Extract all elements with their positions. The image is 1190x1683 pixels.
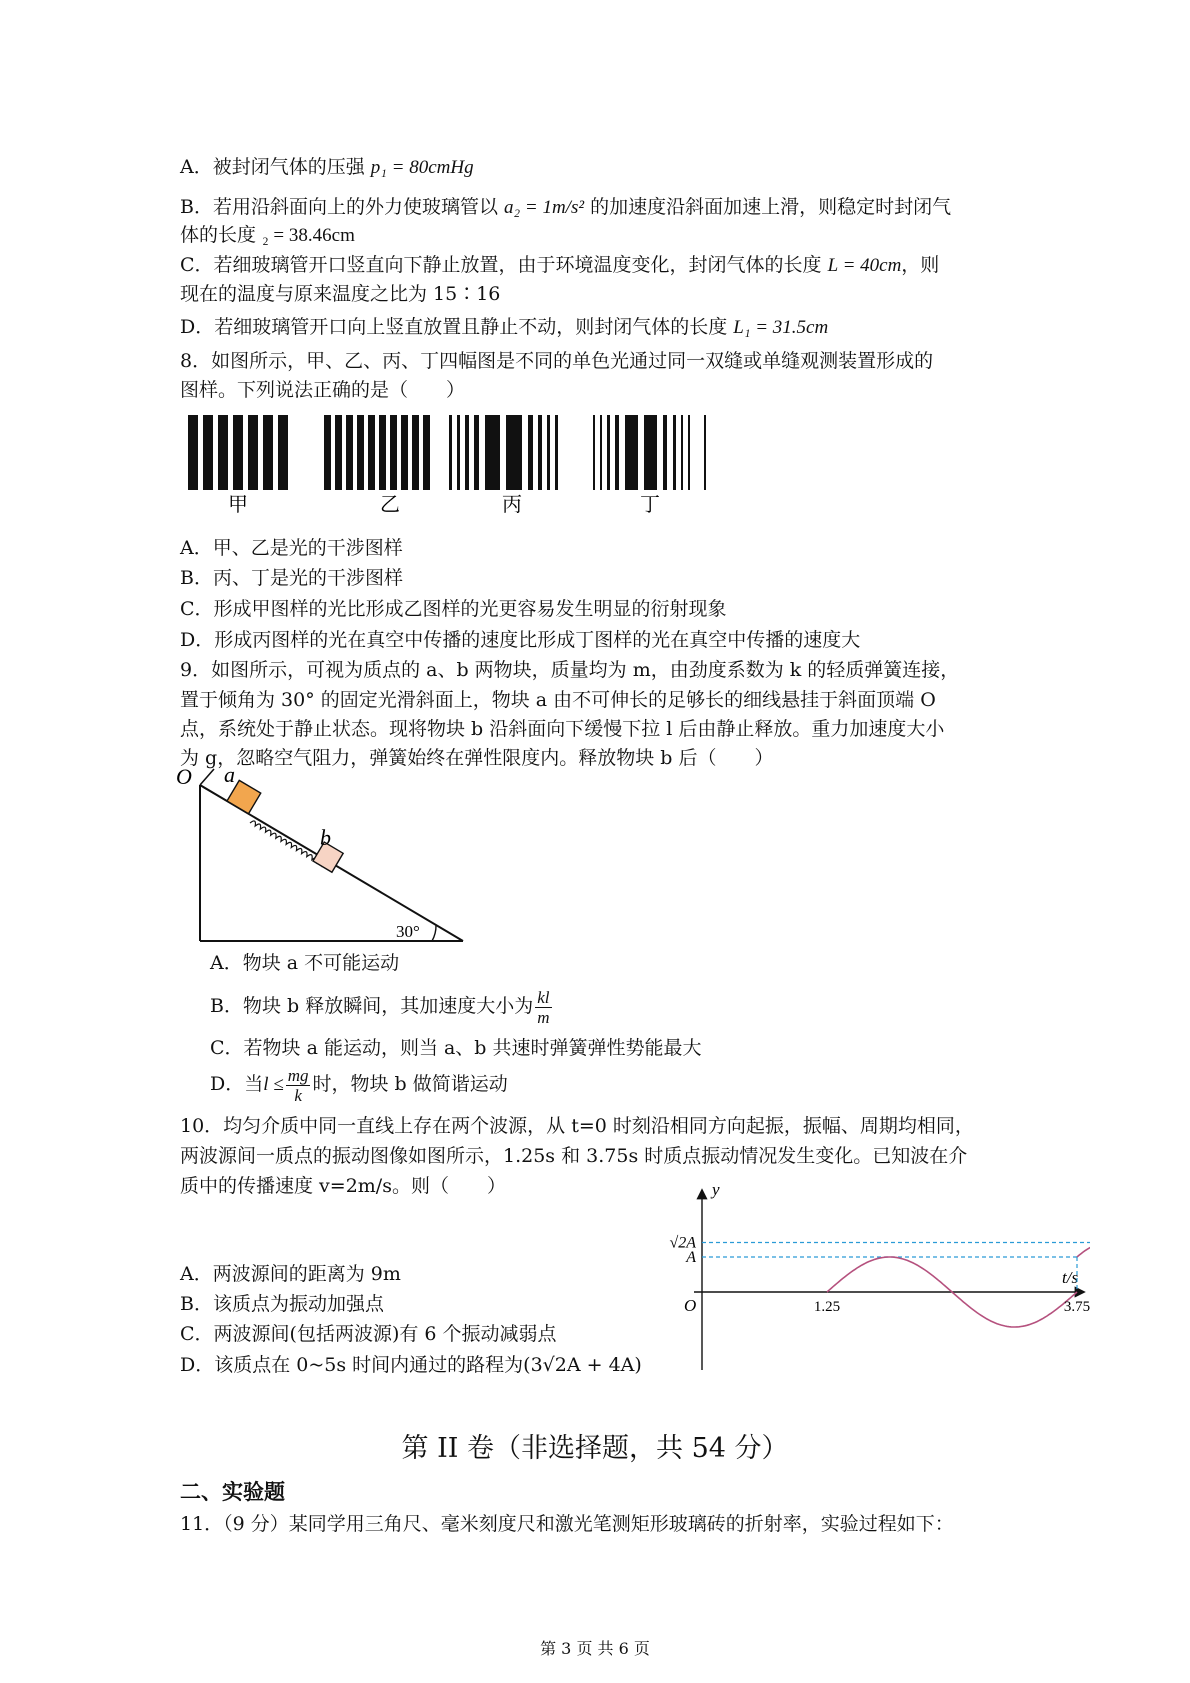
q10-option-d: D．该质点在 0~5s 时间内通过的路程为(3√2A + 4A) (180, 1354, 642, 1376)
fringe-bar-ding (681, 415, 683, 490)
q8-option-c: C．形成甲图样的光比形成乙图样的光更容易发生明显的衍射现象 (180, 598, 727, 620)
q7-option-b-text2: 的加速度沿斜面加速上滑，则稳定时封闭气 (590, 196, 952, 218)
fringe-bar-bing (528, 415, 533, 490)
fringe-bar-bing (538, 415, 542, 490)
q10-option-a: A．两波源间的距离为 9m (180, 1263, 401, 1285)
incline-figure (170, 765, 470, 950)
q7-option-c-line2: 现在的温度与原来温度之比为 15∶16 (180, 283, 501, 305)
q10-stem-line1: 10．均匀介质中同一直线上存在两个波源，从 t=0 时刻沿相同方向起振，振幅、周期均相同， (180, 1115, 974, 1137)
q11-stem: 11．（9 分）某同学用三角尺、毫米刻度尺和激光笔测矩形玻璃砖的折射率，实验过程如下： (180, 1513, 954, 1535)
fringe-bar-yi (357, 415, 364, 490)
fringe-bar-ding (644, 415, 657, 490)
q9-option-c: C．若物块 a 能运动，则当 a、b 共速时弹簧弹性势能最大 (210, 1037, 702, 1059)
q8-option-a: A．甲、乙是光的干涉图样 (180, 537, 403, 559)
q10-option-c: C．两波源间(包括两波源)有 6 个振动减弱点 (180, 1323, 557, 1345)
q9-stem-line3: 点，系统处于静止状态。现将物块 b 沿斜面向下缓慢下拉 l 后由静止释放。重力加速度大小 (180, 718, 945, 740)
x-tick-label: 3.75 (1063, 1299, 1090, 1315)
q9-option-b-fraction (535, 988, 551, 1027)
fringe-bar-ding (673, 415, 676, 490)
fringe-bar-bing (547, 415, 550, 490)
fringe-patterns-figure (0, 0, 1190, 530)
fringe-bar-jia (248, 415, 258, 490)
fringe-bar-yi (379, 415, 386, 490)
fringe-bar-yi (401, 415, 408, 490)
fringe-bar-jia (188, 415, 198, 490)
fringe-bar-yi (412, 415, 419, 490)
fringe-bar-ding (625, 415, 638, 490)
page-footer: 第 3 页 共 6 页 (540, 1639, 650, 1658)
vibration-graph (650, 1185, 1090, 1385)
fringe-bars (188, 415, 706, 490)
fringe-bar-bing (465, 415, 469, 490)
fringe-bar-bing (506, 415, 522, 490)
fraction-numerator: kl (537, 987, 550, 1007)
fringe-bar-jia (278, 415, 288, 490)
q9-option-d-ineq: l ≤ (263, 1074, 284, 1095)
fringe-bar-yi (346, 415, 353, 490)
q9-option-d-text1: D．当 (210, 1073, 264, 1095)
q10-stem-line2: 两波源间一质点的振动图像如图所示，1.25s 和 3.75s 时质点振动情况发生变化。已知波在介 (180, 1145, 968, 1167)
x-axis-label: t/s (1062, 1268, 1079, 1287)
fringe-bar-jia (218, 415, 228, 490)
fringe-bar-ding (607, 415, 610, 490)
angle-arc (432, 925, 436, 941)
q7-option-b-length: ₂ = 38.46cm (262, 225, 355, 246)
fraction-denominator: m (537, 1007, 550, 1027)
q10-option-b: B．该质点为振动加强点 (180, 1293, 384, 1315)
label-angle: 30° (396, 922, 420, 941)
q7-option-b-text3: 体的长度 (180, 224, 257, 246)
label-a: a (224, 765, 235, 787)
fringe-bar-jia (203, 415, 213, 490)
fraction-denominator: k (294, 1085, 302, 1105)
string (203, 787, 227, 801)
fringe-bar-yi (390, 415, 397, 490)
y-tick-label: A (686, 1249, 696, 1266)
fringe-bar-bing (485, 415, 500, 490)
fringe-bar-yi (423, 415, 430, 490)
label-O: O (176, 765, 192, 789)
q8-stem-line2: 图样。下列说法正确的是（ ） (180, 379, 466, 401)
q7-option-c-text1b: ，则 (901, 254, 940, 276)
fringe-bar-jia (263, 415, 273, 490)
fringe-bar-yi (368, 415, 375, 490)
fringe-bar-ding (663, 415, 667, 490)
q9-stem-line2: 置于倾角为 30° 的固定光滑斜面上，物块 a 由不可伸长的足够长的细线悬挂于斜面顶端 O (180, 689, 936, 711)
label-b: b (320, 825, 331, 850)
q9-option-d (210, 1061, 508, 1108)
q9-option-b-text: B．物块 b 释放瞬间，其加速度大小为 (210, 995, 534, 1017)
q7-option-c-math: L = 40cm (827, 255, 902, 276)
q9-option-b (210, 983, 554, 1029)
fringe-bar-bing (449, 415, 452, 490)
q10-stem-line3: 质中的传播速度 v=2m/s。则（ ） (180, 1175, 506, 1197)
fringe-bar-ding (600, 415, 602, 490)
fringe-label-ding: 丁 (640, 494, 660, 516)
fringe-bar-ding (615, 415, 619, 490)
q7-option-b-math: a₂ = 1m/s² (504, 197, 585, 218)
guide-lines (702, 1243, 1090, 1292)
q7-option-b-text1: B．若用沿斜面向上的外力使玻璃管以 (180, 196, 498, 218)
q9-stem-line1: 9．如图所示，可视为质点的 a、b 两物块，质量均为 m，由劲度系数为 k 的轻质弹簧连接， (180, 659, 960, 681)
y-tick-label: √2A (669, 1234, 696, 1252)
origin-label: O (684, 1296, 697, 1315)
y-axis-label: y (712, 1185, 720, 1199)
fringe-bar-ding (593, 415, 595, 490)
q8-stem-line1: 8．如图所示，甲、乙、丙、丁四幅图是不同的单色光通过同一双缝或单缝观测装置形成的 (180, 350, 934, 372)
q7-option-a-text: A．被封闭气体的压强 (180, 156, 365, 178)
q7-option-a-math: p₁ = 80cmHg (370, 157, 474, 178)
x-tick-label: 1.25 (813, 1299, 841, 1315)
q9-option-d-text2: 时，物块 b 做简谐运动 (312, 1073, 508, 1095)
q9-option-d-fraction (286, 1066, 311, 1105)
fringe-bar-ding (704, 415, 706, 490)
fringe-bar-ding (688, 415, 690, 490)
fringe-label-bing: 丙 (502, 494, 522, 516)
fringe-bar-jia (233, 415, 243, 490)
fringe-label-yi: 乙 (380, 494, 400, 516)
part2-title: 第 II 卷（非选择题，共 54 分） (401, 1433, 789, 1464)
q8-option-d: D．形成丙图样的光在真空中传播的速度比形成丁图样的光在真空中传播的速度大 (180, 629, 861, 651)
experiment-section-heading: 二、实验题 (180, 1480, 285, 1504)
fringe-bar-yi (324, 415, 331, 490)
q7-option-d-math: L₁ = 31.5cm (733, 317, 829, 338)
fringe-bar-bing (555, 415, 558, 490)
q9-stem-line4: 为 g，忽略空气阻力，弹簧始终在弹性限度内。释放物块 b 后（ ） (180, 747, 774, 769)
fringe-label-jia: 甲 (228, 494, 248, 516)
fringe-bar-yi (335, 415, 342, 490)
fringe-bar-bing (474, 415, 479, 490)
suspension-hatch (200, 769, 214, 785)
fraction-numerator: mg (287, 1065, 309, 1085)
q8-option-b: B．丙、丁是光的干涉图样 (180, 567, 403, 589)
tick-labels (669, 1235, 1090, 1315)
fringe-bar-bing (457, 415, 460, 490)
q9-option-a: A．物块 a 不可能运动 (210, 952, 400, 974)
q7-option-c-text1: C．若细玻璃管开口竖直向下静止放置，由于环境温度变化，封闭气体的长度 (180, 254, 822, 276)
q7-option-d-text: D．若细玻璃管开口向上竖直放置且静止不动，则封闭气体的长度 (180, 316, 728, 338)
